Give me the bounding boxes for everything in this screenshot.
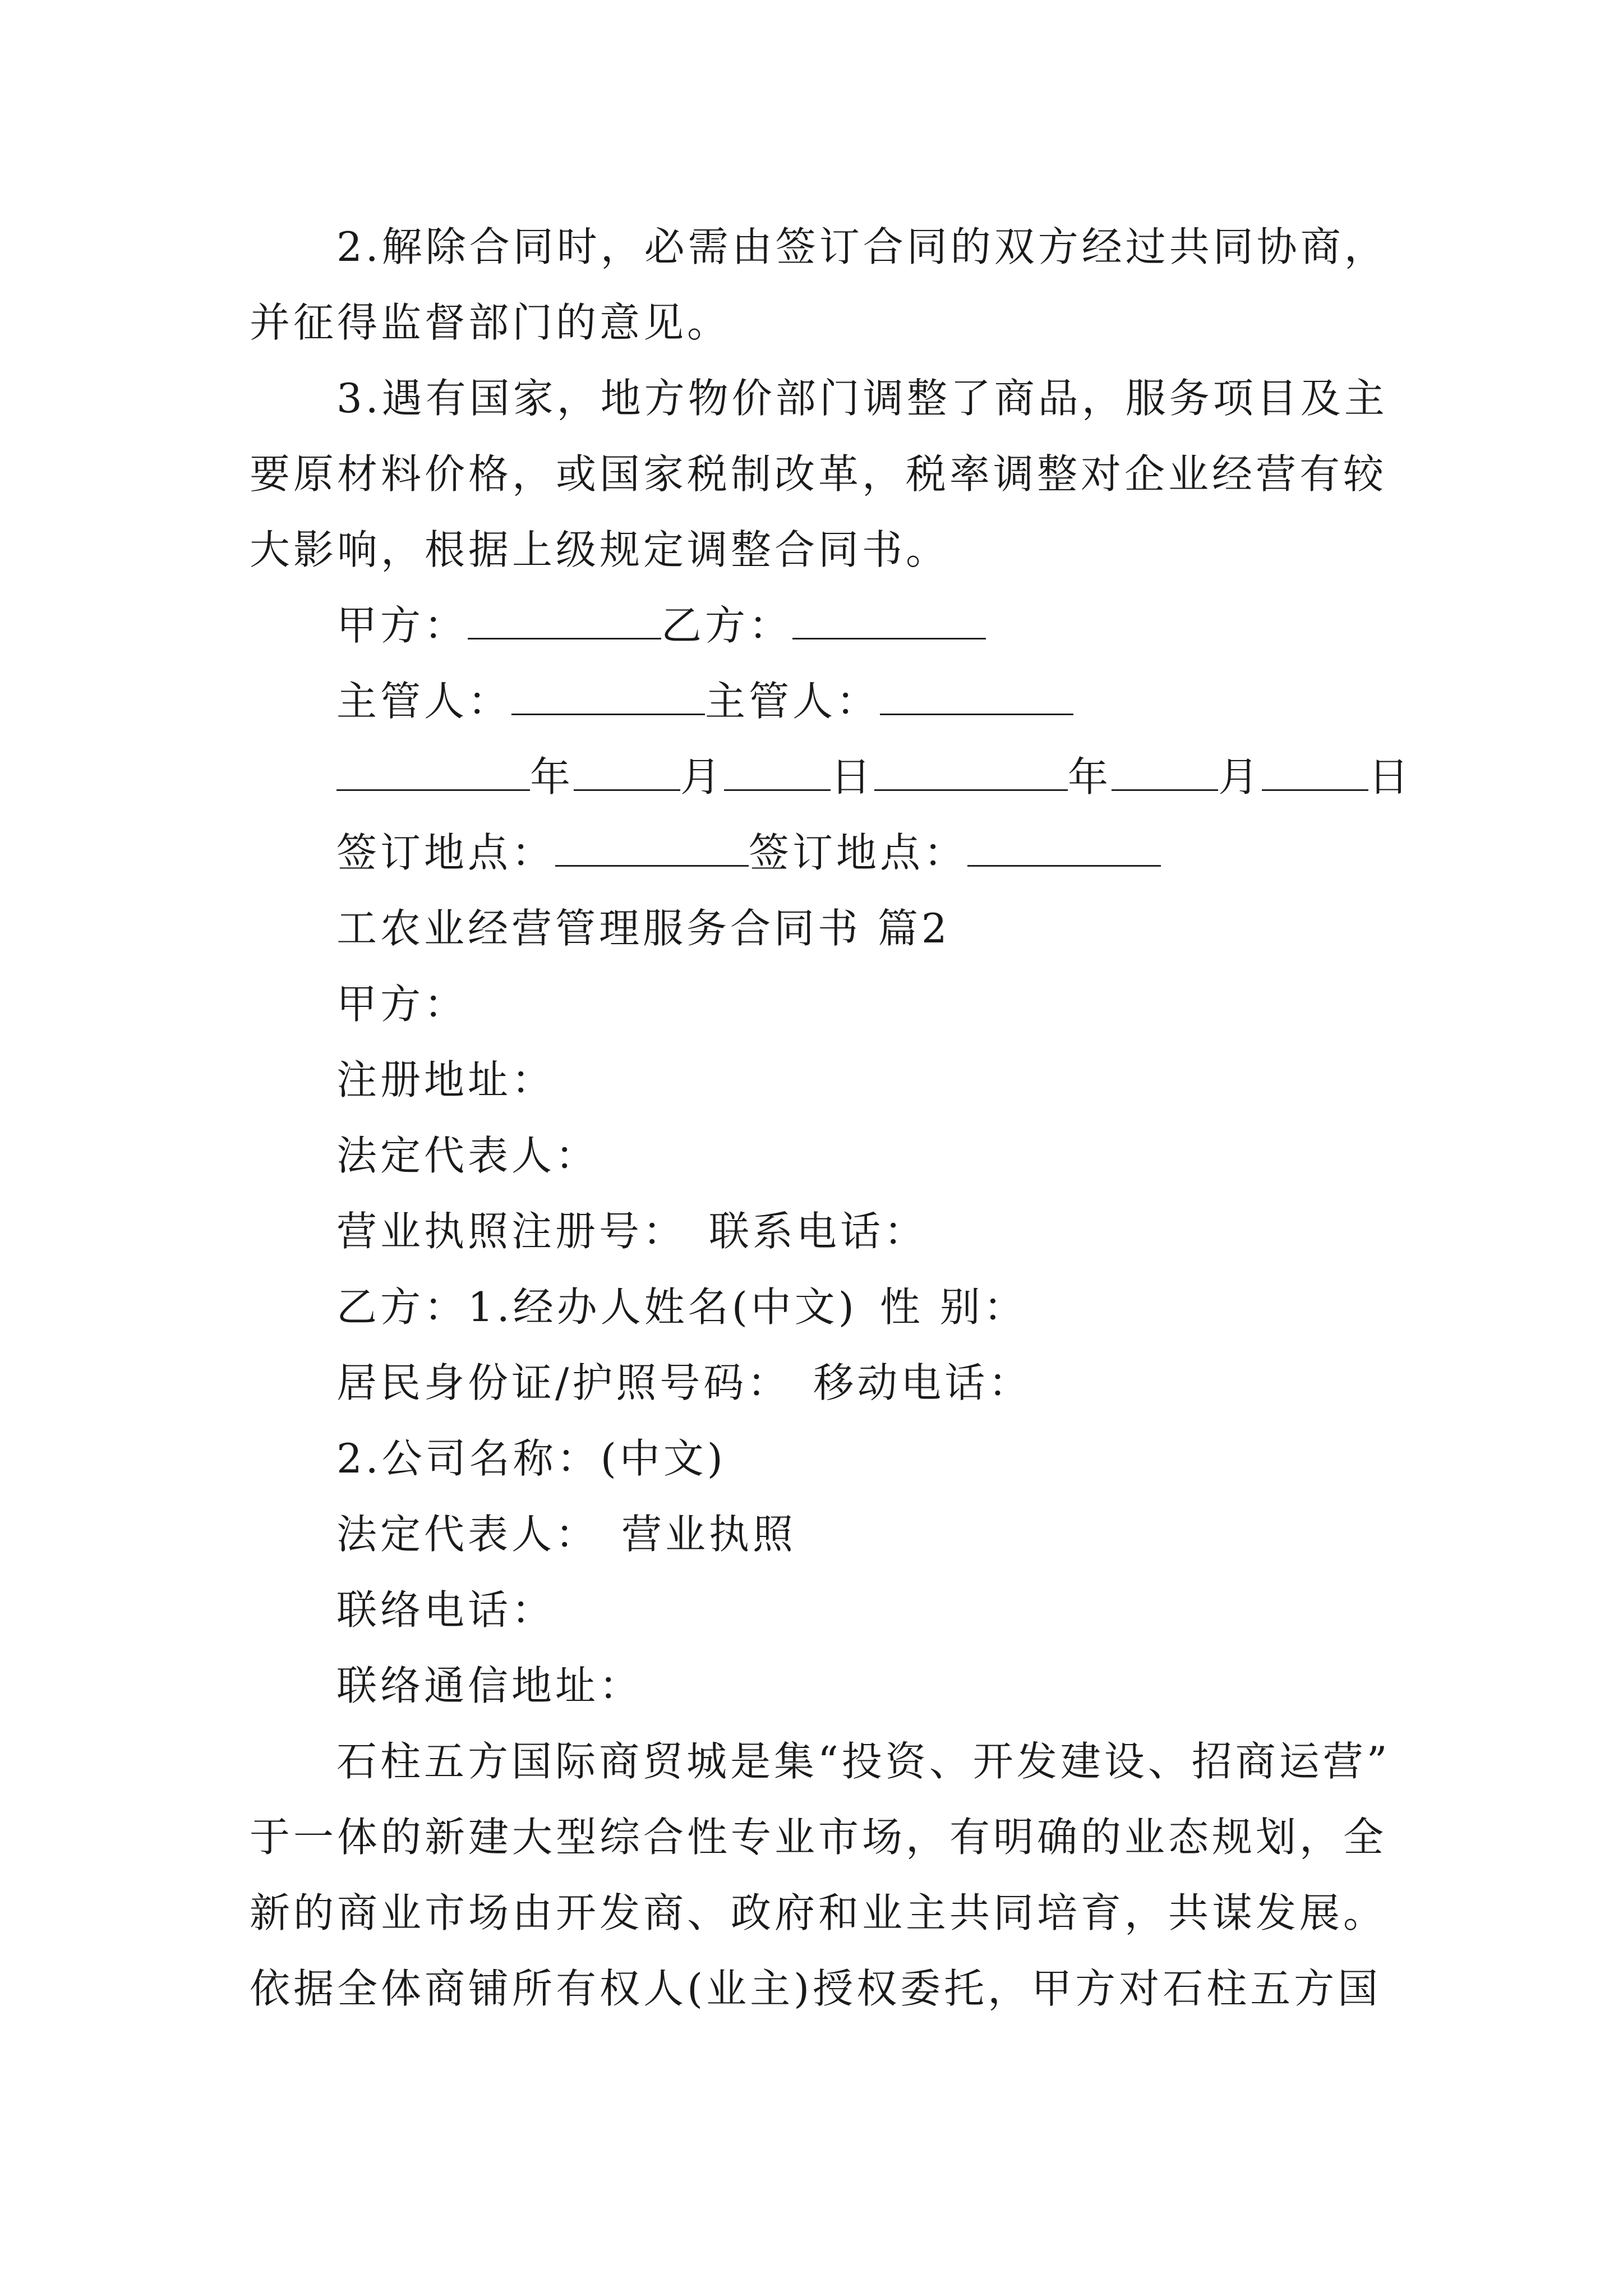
contact-phone-field: 联络电话： [336,1586,556,1634]
year-a-label: 年 [530,753,574,800]
license-no-field: 营业执照注册号： [336,1208,687,1255]
party-a-label: 甲方： [336,602,468,649]
party-b-prefix: 乙方：1.经办人姓名(中文) [336,1283,857,1331]
place-a-label: 签订地点： [336,829,556,876]
supervisor-a-blank[interactable] [511,677,705,715]
place-a-blank[interactable] [555,828,749,867]
day-b-label: 日 [1368,753,1413,800]
place-b-label: 签订地点： [749,829,968,876]
month-a-label: 月 [680,753,725,800]
party-b-blank[interactable] [792,601,986,639]
section-title: 工农业经营管理服务合同书 篇2 [336,905,951,952]
para-3-line-4: 依据全体商铺所有权人(业主)授权委托，甲方对石柱五方国 [250,1965,1382,2012]
day-a-label: 日 [831,753,875,800]
party-signature-row [336,597,986,654]
license-phone-row [336,1203,928,1259]
id-no-field: 居民身份证/护照号码： [336,1359,791,1406]
para-1-line-2: 并征得监督部门的意见。 [250,299,731,346]
contact-address-field: 联络通信地址： [336,1662,643,1709]
day-b-blank[interactable] [1262,752,1368,791]
para-2-line-3: 大影响，根据上级规定调整合同书。 [250,526,950,573]
supervisor-row [336,673,1073,729]
supervisor-b-blank[interactable] [880,677,1073,715]
month-b-label: 月 [1218,753,1262,800]
para-3-line-1: 石柱五方国际商贸城是集“投资、开发建设、招商运营” [336,1738,1391,1785]
phone-field: 联系电话： [709,1208,928,1255]
supervisor-a-label: 主管人： [336,678,512,725]
month-a-blank[interactable] [574,752,680,791]
business-license-field: 营业执照 [621,1511,797,1558]
party-a-blank[interactable] [468,601,661,639]
year-b-blank[interactable] [874,752,1068,791]
legal-rep-field: 法定代表人： [336,1132,600,1179]
day-a-blank[interactable] [724,752,831,791]
para-3-line-2: 于一体的新建大型综合性专业市场，有明确的业态规划，全 [250,1814,1387,1861]
registered-address-field: 注册地址： [336,1056,556,1103]
year-a-blank[interactable] [336,752,530,791]
signing-place-row [336,825,1161,881]
para-1-line-1: 2.解除合同时，必需由签订合同的双方经过共同协商， [336,223,1388,270]
party-b-label: 乙方： [661,602,793,649]
company-name-field: 2.公司名称：(中文) [336,1435,726,1482]
supervisor-b-label: 主管人： [705,678,880,725]
month-b-blank[interactable] [1112,752,1218,791]
place-b-blank[interactable] [967,828,1161,867]
party-a-field: 甲方： [336,981,468,1028]
mobile-field: 移动电话： [813,1359,1032,1406]
year-b-label: 年 [1068,753,1112,800]
party-b-row [336,1279,1027,1335]
para-3-line-3: 新的商业市场由开发商、政府和业主共同培育，共谋发展。 [250,1889,1387,1936]
legal-rep-2-field: 法定代表人： [336,1511,600,1558]
legal-rep-license-row [336,1506,796,1562]
para-2-line-1: 3.遇有国家，地方物价部门调整了商品，服务项目及主 [336,375,1388,422]
id-mobile-row [336,1355,1032,1411]
para-2-line-2: 要原材料价格，或国家税制改革，税率调整对企业经营有较 [250,450,1387,498]
date-row [336,749,1412,805]
gender-field: 性 别： [879,1283,1027,1331]
